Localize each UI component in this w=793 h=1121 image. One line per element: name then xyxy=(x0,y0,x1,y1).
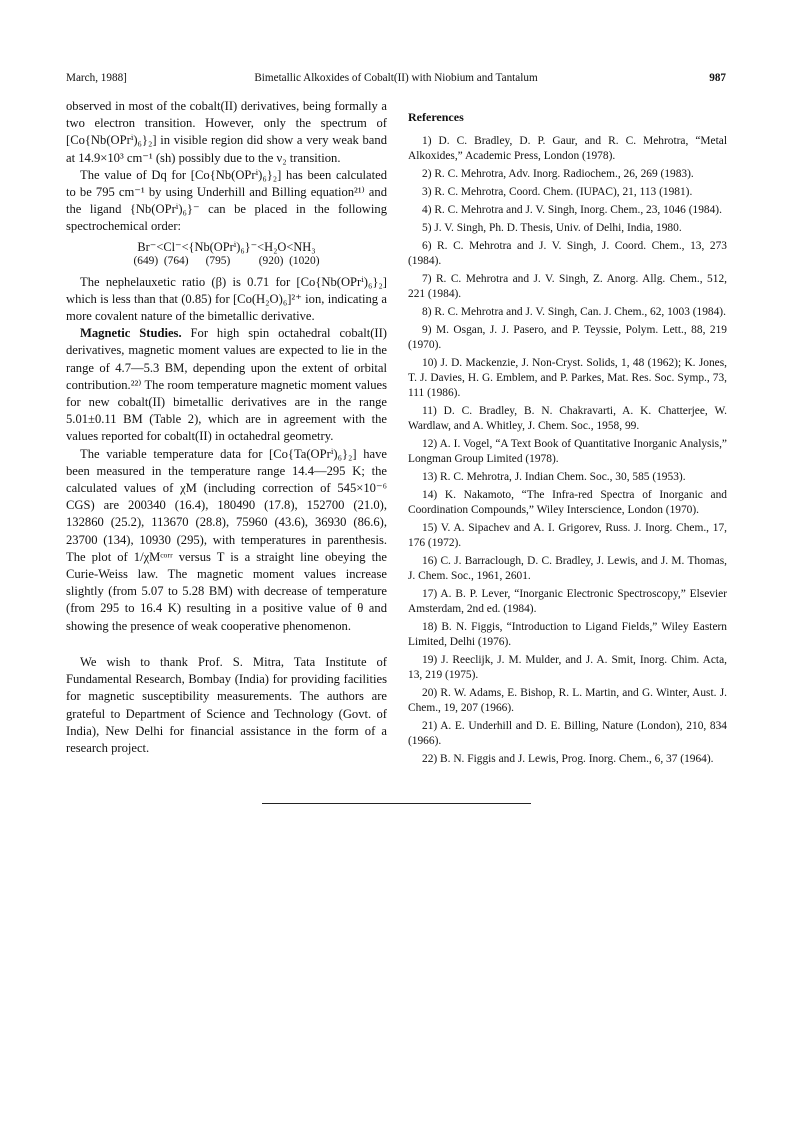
magnetic-heading: Magnetic Studies. xyxy=(80,326,182,341)
reference-item: 6) R. C. Mehrotra and J. V. Singh, J. Coord. Chem., 13, 273 (1984). xyxy=(408,240,727,267)
series-line: Br⁻<Cl⁻<{Nb(OPrⁱ)₆}⁻<H₂O<NH₃ xyxy=(137,239,316,254)
header-date: March, 1988] xyxy=(66,72,127,84)
page-number: 987 xyxy=(709,72,726,84)
reference-item: 5) J. V. Singh, Ph. D. Thesis, Univ. of Delhi, India, 1980. xyxy=(422,222,682,234)
reference-item: 17) A. B. P. Lever, “Inorganic Electronic Spectroscopy,” Elsevier Amsterdam, 2nd ed. (1984). xyxy=(408,588,727,615)
reference-item: 8) R. C. Mehrotra and J. V. Singh, Can. J. Chem., 62, 1003 (1984). xyxy=(422,306,726,318)
reference-item: 15) V. A. Sipachev and A. I. Grigorev, Russ. J. Inorg. Chem., 17, 176 (1972). xyxy=(408,522,727,549)
paragraph-magnetic xyxy=(66,325,387,445)
reference-item: 14) K. Nakamoto, “The Infra-red Spectra of Inorganic and Coordination Compounds,” Wiley Interscience, London (1970). xyxy=(408,489,727,516)
reference-item: 16) C. J. Barraclough, D. C. Bradley, J. Lewis, and J. M. Thomas, J. Chem. Soc., 1961, 2601. xyxy=(408,555,727,582)
reference-item: 19) J. Reeclijk, J. M. Mulder, and J. A. Smit, Inorg. Chim. Acta, 13, 219 (1975). xyxy=(408,654,727,681)
reference-item: 12) A. I. Vogel, “A Text Book of Quantitative Inorganic Analysis,” Longman Group Limited (1978). xyxy=(408,438,727,465)
end-rule xyxy=(262,803,531,804)
reference-item: 1) D. C. Bradley, D. P. Gaur, and R. C. Mehrotra, “Metal Alkoxides,” Academic Press, London (1978). xyxy=(408,135,727,162)
acknowledgement: We wish to thank Prof. S. Mitra, Tata Institute of Fundamental Research, Bombay (India) for providing facilities for magnetic susceptibility measurements. The authors are grateful to Department of Science and Technology (Govt. of India), New Delhi for financial assistance in the form of a research project. xyxy=(66,654,387,755)
series-values: (649) (764) (795) (920) (1020) xyxy=(133,254,320,267)
paragraph-nephelauxetic: The nephelauxetic ratio (β) is 0.71 for [Co{Nb(OPrⁱ)₆}₂] which is less than that (0.85) for [Co(H₂O)₆]²⁺ ion, indicating a more covalent nature of the bimetallic derivative. xyxy=(66,274,387,324)
reference-item: 21) A. E. Underhill and D. E. Billing, Nature (London), 210, 834 (1966). xyxy=(408,720,727,747)
paragraph-variable-temp: The variable temperature data for [Co{Ta(OPrⁱ)₆}₂] have been measured in the temperature range 14.4—295 K; the calculated values of χM (including correction of 545×10⁻⁶ CGS) are 200340 (16.4), 180490 (17.8), 152700 (21.0), 132860 (25.2), 113670 (28.8), 75960 (43.6), 36930 (86.6), 23700 (134), 10930 (295), with temperatures in parenthesis. The plot of 1/χMᶜᵒʳʳ versus T is a straight line obeying the Curie-Weiss law. The magnetic moment values increase slightly (from 5.07 to 5.28 BM) with decrease of temperature (from 295 to 16.4 K) resulting in a positive value of θ and showing the presence of weak cooperative phenomenon. xyxy=(66,446,387,633)
paragraph-spectrum: observed in most of the cobalt(II) derivatives, being formally a two electron transition. However, only the spectrum of [Co{Nb(OPrⁱ)₆}₂] in visible region did show a very weak band at 14.9×10³ cm⁻¹ (sh) possibly due to the ν₂ transition. xyxy=(66,99,387,165)
reference-item: 3) R. C. Mehrotra, Coord. Chem. (IUPAC), 21, 113 (1981). xyxy=(422,186,693,198)
reference-item: 11) D. C. Bradley, B. N. Chakravarti, A. K. Chatterjee, W. Wardlaw, and A. Whitley, J. Chem. Soc., 1958, 99. xyxy=(408,405,727,432)
reference-item: 4) R. C. Mehrotra and J. V. Singh, Inorg. Chem., 23, 1046 (1984). xyxy=(422,204,722,216)
paragraph-dq: The value of Dq for [Co{Nb(OPrⁱ)₆}₂] has been calculated to be 795 cm⁻¹ by using Underhill and Billing equation²¹⁾ and the ligand {Nb(OPrⁱ)₆}⁻ can be placed in the following spectrochemical order: xyxy=(66,167,387,234)
reference-item: 10) J. D. Mackenzie, J. Non-Cryst. Solids, 1, 48 (1962); K. Jones, T. J. Davies, H. G. Emblem, and P. Parkes, Mat. Res. Soc. Symp., 73, 111 (1986). xyxy=(408,357,727,399)
spectrochemical-series xyxy=(66,240,387,268)
reference-item: 7) R. C. Mehrotra and J. V. Singh, Z. Anorg. Allg. Chem., 512, 221 (1984). xyxy=(408,273,727,300)
references-heading: References xyxy=(408,110,464,124)
reference-item: 18) B. N. Figgis, “Introduction to Ligand Fields,” Wiley Eastern Limited, Delhi (1976). xyxy=(408,621,727,648)
reference-list xyxy=(408,134,727,767)
magnetic-text: For high spin octahedral cobalt(II) derivatives, magnetic moment values are expected to lie in the range of 4.7—5.3 BM, depending upon the extent of orbital contribution.²²⁾ The room temperature magnetic moment values for new cobalt(II) bimetallic derivatives are in the range 5.01±0.11 BM (Table 2), which are in agreement with the values reported for cobalt(II) in octahedral geometry. xyxy=(66,326,387,444)
reference-item: 20) R. W. Adams, E. Bishop, R. L. Martin, and G. Winter, Aust. J. Chem., 19, 207 (1966). xyxy=(408,687,727,714)
reference-item: 2) R. C. Mehrotra, Adv. Inorg. Radiochem., 26, 269 (1983). xyxy=(422,168,694,180)
reference-item: 13) R. C. Mehrotra, J. Indian Chem. Soc., 30, 585 (1953). xyxy=(422,471,686,483)
reference-item: 9) M. Osgan, J. J. Pasero, and P. Teyssie, Polym. Lett., 88, 219 (1970). xyxy=(408,324,727,351)
header-title: Bimetallic Alkoxides of Cobalt(II) with Niobium and Tantalum xyxy=(254,72,538,84)
left-column xyxy=(66,98,387,757)
running-header xyxy=(66,72,726,88)
reference-item: 22) B. N. Figgis and J. Lewis, Prog. Inorg. Chem., 6, 37 (1964). xyxy=(422,753,714,765)
references-column xyxy=(408,110,727,770)
